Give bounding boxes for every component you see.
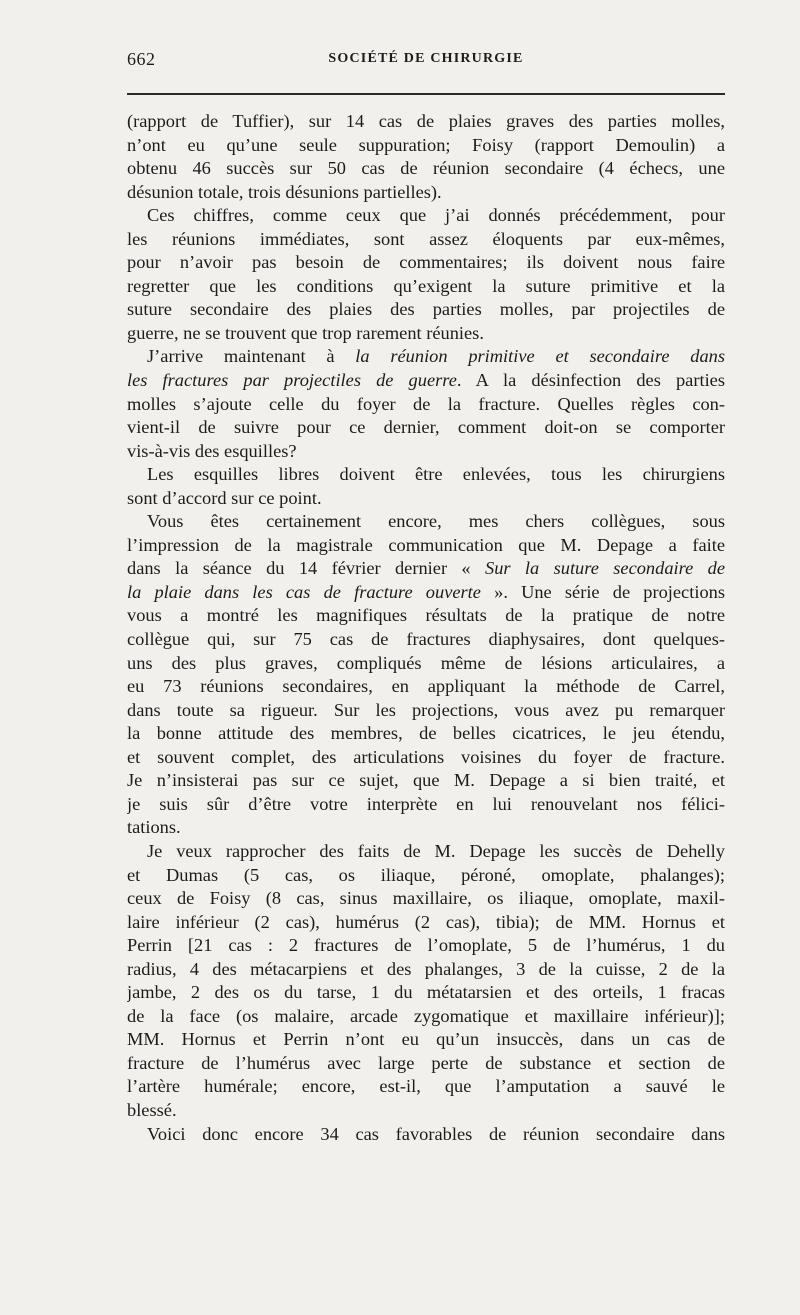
line-text: tations.: [127, 817, 181, 838]
text-line: [127, 981, 725, 1005]
line-text: Je n’insisterai pas sur ce sujet, que M. Depage a si bien traité, et: [127, 770, 725, 791]
text-line: [127, 1123, 725, 1147]
line-text: l’artère humérale; encore, est-il, que l’amputation a sauvé le: [127, 1076, 725, 1097]
line-text: l’impression de la magistrale communication que M. Depage a faite: [127, 534, 725, 555]
text-line: [127, 1005, 725, 1029]
line-text: désunion totale, trois désunions partielles).: [127, 181, 442, 202]
line-text: jambe, 2 des os du tarse, 1 du métatarsien et des orteils, 1 fracas: [127, 982, 725, 1003]
running-title: SOCIÉTÉ DE CHIRURGIE: [328, 51, 524, 66]
page-header: [127, 49, 725, 73]
text-line: [127, 181, 725, 205]
line-text: vient-il de suivre pour ce dernier, comment doit-on se comporter: [127, 417, 725, 438]
line-text: molles s’ajoute celle du foyer de la fracture. Quelles règles con-: [127, 393, 725, 414]
line-text: MM. Hornus et Perrin n’ont eu qu’un insuccès, dans un cas de: [127, 1029, 725, 1050]
line-text: ceux de Foisy (8 cas, sinus maxillaire, os iliaque, omoplate, maxil-: [127, 888, 725, 909]
text-line: [127, 110, 725, 134]
text-line: [127, 534, 725, 558]
body-text: [127, 110, 725, 1146]
header-rule: [127, 93, 725, 95]
text-line: [127, 958, 725, 982]
line-text: Voici donc encore 34 cas favorables de réunion secondaire dans: [147, 1123, 725, 1144]
line-text: laire inférieur (2 cas), humérus (2 cas), tibia); de MM. Hornus et: [127, 911, 725, 932]
text-line: [127, 911, 725, 935]
line-text: fracture de l’humérus avec large perte de substance et section de: [127, 1052, 725, 1073]
text-line: [127, 652, 725, 676]
text-line: [127, 487, 725, 511]
line-text: Perrin [21 cas : 2 fractures de l’omoplate, 5 de l’humérus, 1 du: [127, 935, 725, 956]
line-text: regretter que les conditions qu’exigent la suture primitive et la: [127, 275, 725, 296]
text-line: [127, 228, 725, 252]
text-line: [127, 298, 725, 322]
text-line: [127, 1075, 725, 1099]
line-text: J’arrive maintenant à: [147, 346, 356, 367]
text-line: [127, 793, 725, 817]
text-line: [127, 1052, 725, 1076]
line-text: Les esquilles libres doivent être enlevées, tous les chirurgiens: [147, 464, 725, 485]
text-line: [127, 251, 725, 275]
italic-text: Sur la suture secondaire de: [485, 558, 725, 579]
text-line: [127, 675, 725, 699]
text-line: [127, 345, 725, 369]
text-line: [127, 864, 725, 888]
line-text: suture secondaire des plaies des parties molles, par projectiles de: [127, 299, 725, 320]
text-line: [127, 722, 725, 746]
text-line: [127, 440, 725, 464]
line-text: collègue qui, sur 75 cas de fractures diaphysaires, dont quelques-: [127, 629, 725, 650]
line-text: pour n’avoir pas besoin de commentaires; ils doivent nous faire: [127, 252, 725, 273]
text-line: [127, 699, 725, 723]
line-text: les réunions immédiates, sont assez éloquents par eux-mêmes,: [127, 228, 725, 249]
text-line: [127, 557, 725, 581]
line-text: . A la désinfection des parties: [456, 370, 725, 391]
line-text: vis-à-vis des esquilles?: [127, 440, 297, 461]
text-line: [127, 204, 725, 228]
line-text: Vous êtes certainement encore, mes chers collègues, sous: [147, 511, 725, 532]
text-line: [127, 934, 725, 958]
line-text: vous a montré les magnifiques résultats de la pratique de notre: [127, 605, 725, 626]
line-text: Je veux rapprocher des faits de M. Depage les succès de Dehelly: [147, 840, 725, 861]
text-line: [127, 628, 725, 652]
line-text: Ces chiffres, comme ceux que j’ai donnés précédemment, pour: [147, 205, 725, 226]
text-line: [127, 769, 725, 793]
text-line: [127, 581, 725, 605]
line-text: et Dumas (5 cas, os iliaque, péroné, omoplate, phalanges);: [127, 864, 725, 885]
line-text: uns des plus graves, compliqués même de lésions articulaires, a: [127, 652, 725, 673]
text-line: [127, 840, 725, 864]
line-text: (rapport de Tuffier), sur 14 cas de plaies graves des parties molles,: [127, 111, 725, 131]
text-line: [127, 393, 725, 417]
line-text: guerre, ne se trouvent que trop rarement réunies.: [127, 322, 484, 343]
text-line: [127, 369, 725, 393]
text-line: [127, 604, 725, 628]
page-number: 662: [127, 49, 156, 69]
line-text: dans toute sa rigueur. Sur les projections, vous avez pu remarquer: [127, 699, 725, 720]
line-text: dans la séance du 14 février dernier «: [127, 558, 485, 579]
line-text: je suis sûr d’être votre interprète en lui renouvelant nos félici-: [127, 793, 725, 814]
line-text: eu 73 réunions secondaires, en appliquant la méthode de Carrel,: [127, 676, 725, 697]
text-line: [127, 816, 725, 840]
line-text: n’ont eu qu’une seule suppuration; Foisy (rapport Demoulin) a: [127, 134, 725, 155]
text-line: [127, 887, 725, 911]
line-text: ». Une série de projections: [480, 581, 725, 602]
text-line: [127, 746, 725, 770]
line-text: sont d’accord sur ce point.: [127, 487, 322, 508]
italic-text: la réunion primitive et secondaire dans: [355, 346, 725, 367]
text-line: [127, 134, 725, 158]
line-text: et souvent complet, des articulations voisines du foyer de fracture.: [127, 746, 725, 767]
line-text: radius, 4 des métacarpiens et des phalanges, 3 de la cuisse, 2 de la: [127, 958, 725, 979]
text-line: [127, 275, 725, 299]
line-text: obtenu 46 succès sur 50 cas de réunion secondaire (4 échecs, une: [127, 158, 725, 179]
text-line: [127, 1028, 725, 1052]
text-line: [127, 157, 725, 181]
text-line: [127, 1099, 725, 1123]
line-text: la bonne attitude des membres, de belles cicatrices, le jeu étendu,: [127, 723, 725, 744]
line-text: blessé.: [127, 1099, 177, 1120]
text-line: [127, 416, 725, 440]
italic-text: les fractures par projectiles de guerre: [127, 370, 457, 391]
text-line: [127, 322, 725, 346]
text-line: [127, 510, 725, 534]
text-line: [127, 463, 725, 487]
italic-text: la plaie dans les cas de fracture ouverte: [127, 581, 481, 602]
line-text: de la face (os malaire, arcade zygomatique et maxillaire inférieur)];: [127, 1005, 725, 1026]
